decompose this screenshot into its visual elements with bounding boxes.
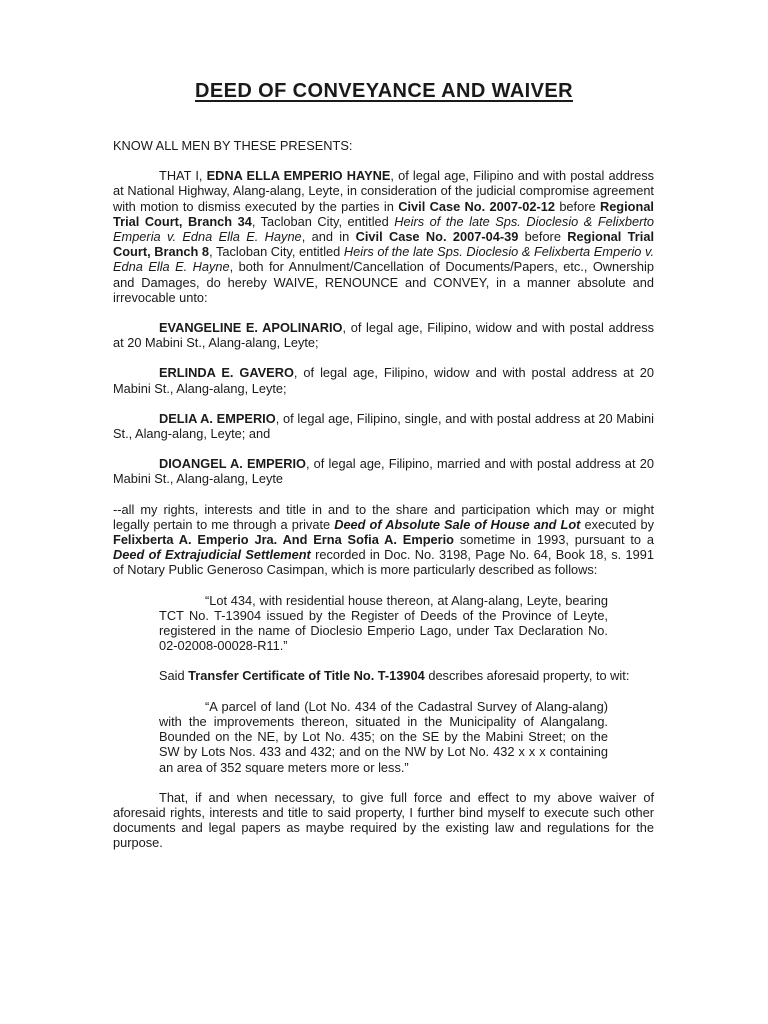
- property-quote-2: “A parcel of land (Lot No. 434 of the Cadastral Survey of Alang-alang) with the improvements thereon, situated in the Municipality of Alangalang. Bounded on the NE, by Lot No. 435; on the SE by the Mabini Street; on the SW by Lots Nos. 433 and 432; and on the NW by Lot No. 432 x x x containing an area of 352 square meters more or less.”: [159, 698, 608, 775]
- court-2: Regional Trial Court, Branch 8: [113, 229, 654, 260]
- grantor-name: EDNA ELLA EMPERIO HAYNE: [206, 168, 391, 184]
- grantee-paragraph: [113, 320, 654, 350]
- paragraph-tct: [113, 668, 654, 683]
- grantee-name: ERLINDA E. GAVERO: [159, 365, 294, 381]
- text-span: executed by: [580, 516, 654, 532]
- grantee-details: , of legal age, Filipino, widow and with postal address at 20 Mabini St., Alang-alang, Leyte;: [113, 320, 655, 351]
- text-span: before: [554, 198, 600, 214]
- text-span: , Tacloban City, entitled: [251, 213, 395, 229]
- grantee-details: , of legal age, Filipino, widow and with postal address at 20 Mabini St., Alang-alang, Leyte;: [113, 365, 654, 396]
- grantee-name: DELIA A. EMPERIO: [159, 410, 276, 426]
- text-span: --all my rights, interests and title in and to the share and participation which may or might legally pertain to me through a private: [113, 501, 654, 532]
- grantee-paragraph: [113, 456, 654, 486]
- property-quote-1: “Lot 434, with residential house thereon, at Alang-alang, Leyte, bearing TCT No. T-13904 issued by the Register of Deeds of the Province of Leyte, registered in the name of Dioclesio Emperio Lago, under Tax Declaration No. 02-02008-00028-R11.”: [159, 592, 608, 654]
- text-span: recorded in Doc. No. 3198, Page No. 64, Book 18, s. 1991 of Notary Public Generoso Casimpan, which is more particularly described as follows:: [113, 547, 654, 578]
- grantee-name: DIOANGEL A. EMPERIO: [159, 456, 306, 472]
- case-number-2: Civil Case No. 2007-04-39: [355, 229, 519, 245]
- opening-line: KNOW ALL MEN BY THESE PRESENTS:: [113, 138, 353, 153]
- grantee-name: EVANGELINE E. APOLINARIO: [159, 320, 343, 336]
- text-span: , both for Annulment/Cancellation of Documents/Papers, etc., Ownership and Damages, do hereby WAIVE, RENOUNCE and CONVEY, in a manner absolute and irrevocable unto:: [113, 259, 654, 305]
- grantee-paragraph: [113, 365, 654, 395]
- deed-parties: Felixberta A. Emperio Jra. And Erna Sofia A. Emperio: [113, 532, 454, 548]
- tct-number: Transfer Certificate of Title No. T-13904: [188, 668, 425, 684]
- paragraph-grantor: [113, 168, 654, 305]
- grantee-details: , of legal age, Filipino, single, and with postal address at 20 Mabini St., Alang-alang, Leyte; and: [113, 410, 654, 442]
- case-number-1: Civil Case No. 2007-02-12: [398, 198, 555, 214]
- document-title: DEED OF CONVEYANCE AND WAIVER: [195, 80, 573, 102]
- court-1: Regional Trial Court, Branch 34: [113, 198, 654, 229]
- deed-title: Deed of Absolute Sale of House and Lot: [334, 516, 581, 532]
- grantee-paragraph: [113, 411, 654, 441]
- document-body: [113, 138, 654, 866]
- paragraph-rights: [113, 502, 654, 578]
- text-span: , and in: [301, 229, 356, 245]
- grantee-details: , of legal age, Filipino, married and with postal address at 20 Mabini St., Alang-alang, Leyte: [113, 456, 654, 487]
- text-span: sometime in 1993, pursuant to a: [454, 532, 654, 548]
- text-span: Said: [159, 668, 189, 684]
- case-title-2: Heirs of the late Sps. Dioclesio & Felixberta Emperio v. Edna Ella E. Hayne: [113, 244, 655, 275]
- text-span: before: [518, 229, 568, 245]
- case-title-1: Heirs of the late Sps. Dioclesio & Felixberto Emperia v. Edna Ella E. Hayne: [113, 213, 655, 245]
- text-span: , of legal age, Filipino and with postal address at National Highway, Alang-alang, Leyte, in consideration of the judicial compromise agreement with motion to dismiss executed by the parties in: [113, 168, 655, 214]
- settlement-title: Deed of Extrajudicial Settlement: [113, 547, 311, 563]
- paragraph-undertaking: That, if and when necessary, to give full force and effect to my above waiver of aforesaid rights, interests and title to said property, I further bind myself to execute such other documents and legal papers as maybe required by the existing law and regulations for the purpose.: [113, 789, 654, 851]
- text-span: describes aforesaid property, to wit:: [424, 668, 630, 684]
- text-span: THAT I,: [159, 168, 207, 184]
- text-span: , Tacloban City, entitled: [209, 244, 344, 260]
